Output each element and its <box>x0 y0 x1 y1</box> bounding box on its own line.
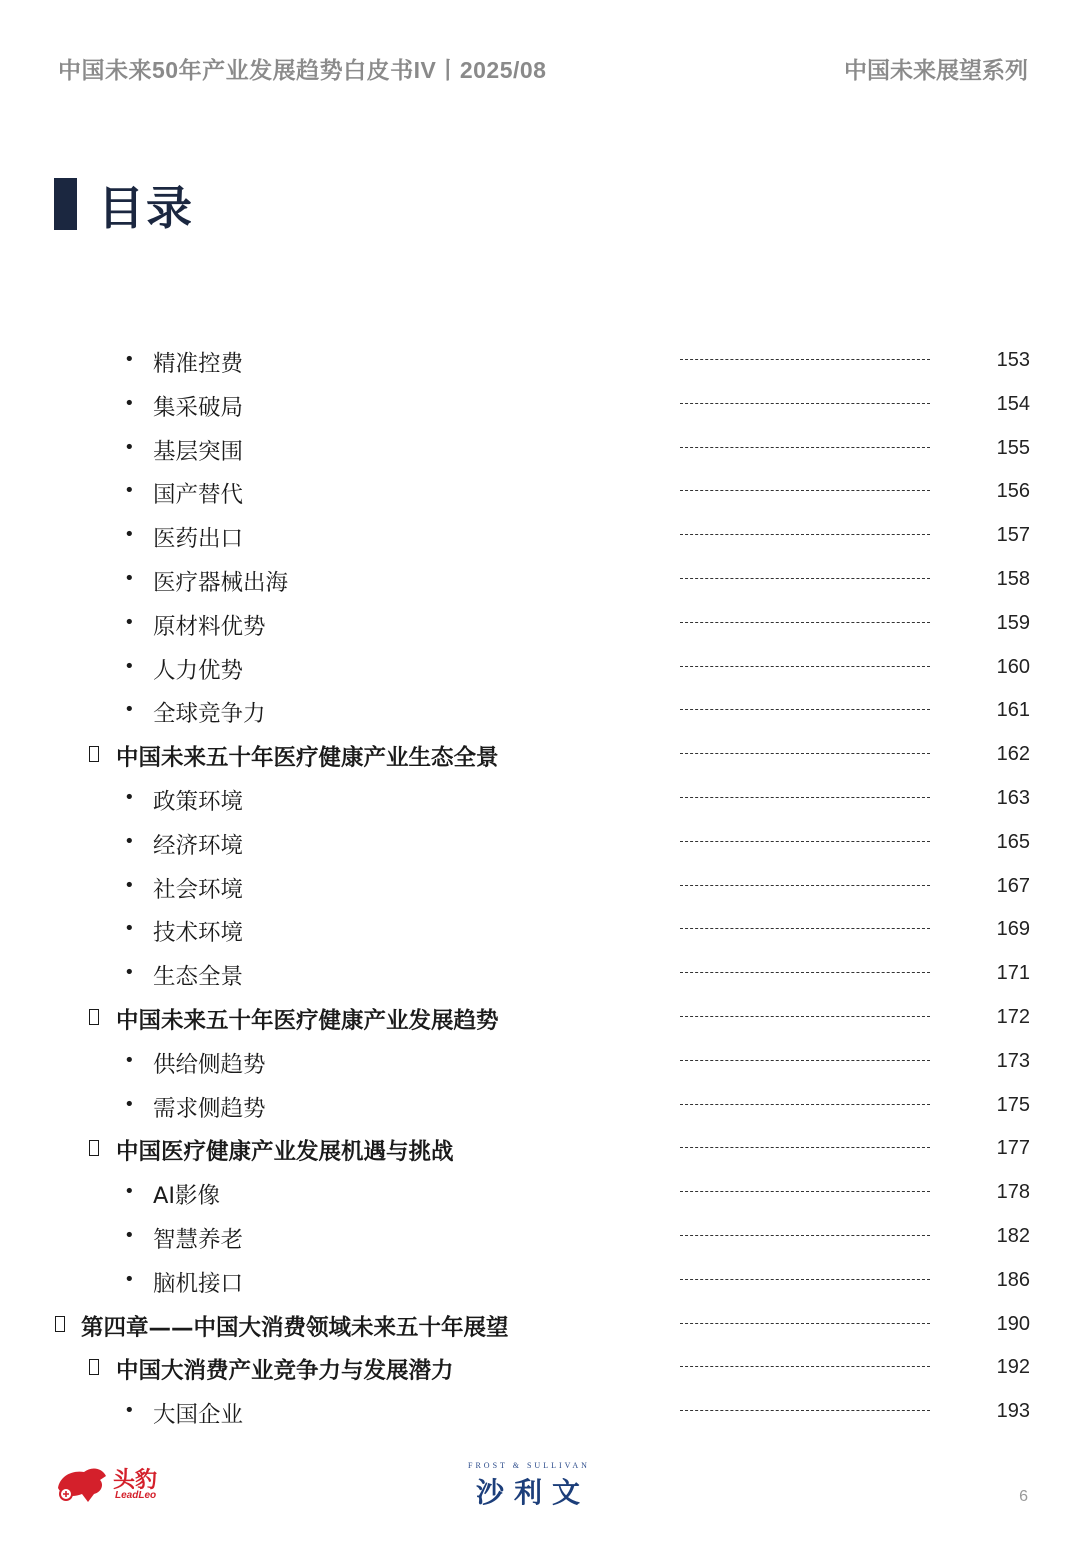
toc-dash-leader <box>680 928 930 929</box>
toc-entry-label: 中国医疗健康产业发展机遇与挑战 <box>116 1139 454 1166</box>
toc-entry-page: 172 <box>996 1005 1030 1028</box>
toc-dash-leader <box>680 753 930 754</box>
bullet-dot-icon: • <box>124 699 135 721</box>
toc-entry-page: 158 <box>996 567 1030 590</box>
toc-entry-label: 供给侧趋势 <box>153 1051 266 1078</box>
toc-entry[interactable] <box>0 1172 1080 1216</box>
bullet-dot-icon: • <box>124 480 135 502</box>
toc-dash-leader <box>680 885 930 886</box>
toc-entry[interactable] <box>0 1216 1080 1260</box>
toc-dash-leader <box>680 403 930 404</box>
toc-entry-page: 177 <box>996 1137 1030 1160</box>
bullet-dot-icon: • <box>124 524 135 546</box>
page-number: 6 <box>1019 1488 1028 1505</box>
header-series-name: 中国未来展望系列 <box>844 57 1028 83</box>
toc-dash-leader <box>680 447 930 448</box>
toc-dash-leader <box>680 359 930 360</box>
toc-dash-leader <box>680 490 930 491</box>
toc-entry-label: 生态全景 <box>153 964 244 991</box>
bullet-dot-icon: • <box>124 436 135 458</box>
toc-entry-label: 基层突围 <box>153 438 244 465</box>
toc-dash-leader <box>680 1016 930 1017</box>
toc-entry[interactable] <box>0 1391 1080 1435</box>
toc-entry-page: 171 <box>996 962 1030 985</box>
bullet-box-icon <box>89 1359 99 1375</box>
toc-entry[interactable] <box>0 953 1080 997</box>
bullet-dot-icon: • <box>124 1400 135 1422</box>
toc-entry-page: 190 <box>996 1312 1030 1335</box>
toc-entry-label: 大国企业 <box>153 1402 244 1429</box>
toc-dash-leader <box>680 534 930 535</box>
toc-entry-page: 163 <box>996 786 1030 809</box>
toc-entry-page: 165 <box>996 830 1030 853</box>
bullet-dot-icon: • <box>124 1224 135 1246</box>
toc-dash-leader <box>680 1366 930 1367</box>
frost-sullivan-logo-en: FROST & SULLIVAN <box>468 1461 590 1470</box>
toc-entry-label: AI影像 <box>153 1183 221 1210</box>
toc-entry[interactable] <box>0 647 1080 691</box>
toc-entry-label: 政策环境 <box>153 788 244 815</box>
header-document-title: 中国未来50年产业发展趋势白皮书IV丨2025/08 <box>58 57 547 83</box>
bullet-dot-icon: • <box>124 392 135 414</box>
title-accent-bar <box>54 178 77 230</box>
frost-sullivan-logo-cn: 沙利文 <box>476 1476 591 1509</box>
bullet-box-icon <box>89 1140 99 1156</box>
toc-dash-leader <box>680 841 930 842</box>
toc-entry[interactable] <box>0 909 1080 953</box>
toc-dash-leader <box>680 578 930 579</box>
toc-entry-label: 中国未来五十年医疗健康产业生态全景 <box>116 745 499 772</box>
toc-dash-leader <box>680 1191 930 1192</box>
bullet-dot-icon: • <box>124 1049 135 1071</box>
toc-entry[interactable] <box>0 734 1080 778</box>
toc-dash-leader <box>680 1147 930 1148</box>
toc-entry-page: 175 <box>996 1093 1030 1116</box>
toc-entry[interactable] <box>0 384 1080 428</box>
toc-entry-label: 脑机接口 <box>153 1270 244 1297</box>
toc-entry-page: 157 <box>996 524 1030 547</box>
toc-entry-label: 技术环境 <box>153 920 244 947</box>
toc-dash-leader <box>680 1410 930 1411</box>
toc-entry-label: 精准控费 <box>153 351 244 377</box>
toc-entry[interactable] <box>0 1085 1080 1129</box>
toc-entry-page: 160 <box>996 655 1030 678</box>
toc-entry[interactable] <box>0 866 1080 910</box>
toc-entry-label: 集采破局 <box>153 394 244 421</box>
bullet-dot-icon: • <box>124 786 135 808</box>
bullet-dot-icon: • <box>124 830 135 852</box>
toc-entry[interactable] <box>0 1041 1080 1085</box>
toc-dash-leader <box>680 709 930 710</box>
leadleo-logo-cn: 头豹 <box>113 1468 158 1493</box>
toc-entry-label: 医药出口 <box>153 526 244 553</box>
bullet-dot-icon: • <box>124 655 135 677</box>
toc-entry-page: 192 <box>996 1356 1030 1379</box>
toc-entry[interactable] <box>0 559 1080 603</box>
toc-entry-page: 162 <box>996 743 1030 766</box>
toc-entry[interactable] <box>0 778 1080 822</box>
toc-entry-page: 161 <box>996 699 1030 722</box>
bullet-dot-icon: • <box>124 918 135 940</box>
bullet-dot-icon: • <box>124 1268 135 1290</box>
toc-entry[interactable] <box>0 471 1080 515</box>
toc-entry-label: 中国未来五十年医疗健康产业发展趋势 <box>116 1007 499 1034</box>
toc-entry-label: 人力优势 <box>153 657 244 684</box>
toc-entry-page: 178 <box>996 1181 1030 1204</box>
toc-entry-page: 159 <box>996 611 1030 634</box>
toc-entry-page: 182 <box>996 1224 1030 1247</box>
toc-dash-leader <box>680 666 930 667</box>
bullet-box-icon <box>89 746 99 762</box>
toc-entry-label: 原材料优势 <box>153 613 266 640</box>
bullet-dot-icon: • <box>124 567 135 589</box>
toc-entry[interactable] <box>0 428 1080 472</box>
toc-entry-page: 153 <box>996 349 1030 371</box>
toc-entry-label: 需求侧趋势 <box>153 1095 266 1122</box>
toc-entry-label: 第四章——中国大消费领域未来五十年展望 <box>81 1314 509 1341</box>
toc-entry[interactable] <box>0 822 1080 866</box>
page-title: 目录 <box>98 181 194 235</box>
toc-entry-page: 169 <box>996 918 1030 941</box>
toc-entry[interactable] <box>0 997 1080 1041</box>
toc-entry[interactable] <box>0 340 1080 384</box>
toc-dash-leader <box>680 1323 930 1324</box>
toc-entry-label: 全球竞争力 <box>153 701 266 728</box>
bullet-box-icon <box>89 1009 99 1025</box>
toc-entry[interactable] <box>0 1304 1080 1348</box>
toc-dash-leader <box>680 1235 930 1236</box>
bullet-dot-icon: • <box>124 874 135 896</box>
toc-entry[interactable] <box>0 603 1080 647</box>
toc-entry[interactable] <box>0 1128 1080 1172</box>
toc-entry[interactable] <box>0 1260 1080 1304</box>
bullet-dot-icon: • <box>124 349 135 370</box>
toc-entry-label: 智慧养老 <box>153 1226 244 1253</box>
toc-entry[interactable] <box>0 690 1080 734</box>
bullet-dot-icon: • <box>124 962 135 984</box>
toc-dash-leader <box>680 972 930 973</box>
toc-dash-leader <box>680 1279 930 1280</box>
table-of-contents <box>0 340 1080 1435</box>
toc-dash-leader <box>680 622 930 623</box>
bullet-dot-icon: • <box>124 1093 135 1115</box>
leadleo-logo-en: LeadLeo <box>115 1490 157 1501</box>
toc-dash-leader <box>680 1060 930 1061</box>
toc-entry-label: 社会环境 <box>153 876 244 903</box>
toc-entry[interactable] <box>0 1347 1080 1391</box>
bullet-box-icon <box>55 1316 65 1332</box>
toc-entry-page: 173 <box>996 1049 1030 1072</box>
toc-entry-label: 中国大消费产业竞争力与发展潜力 <box>116 1358 454 1385</box>
toc-entry-page: 186 <box>996 1268 1030 1291</box>
toc-entry-label: 医疗器械出海 <box>153 569 289 596</box>
toc-entry-label: 经济环境 <box>153 832 244 859</box>
toc-entry-page: 167 <box>996 874 1030 897</box>
toc-entry[interactable] <box>0 515 1080 559</box>
toc-entry-page: 193 <box>996 1400 1030 1423</box>
toc-entry-page: 156 <box>996 480 1030 503</box>
toc-dash-leader <box>680 1104 930 1105</box>
bullet-dot-icon: • <box>124 611 135 633</box>
toc-entry-page: 155 <box>996 436 1030 459</box>
toc-entry-page: 154 <box>996 392 1030 415</box>
toc-entry-label: 国产替代 <box>153 482 244 509</box>
bullet-dot-icon: • <box>124 1181 135 1203</box>
toc-dash-leader <box>680 797 930 798</box>
